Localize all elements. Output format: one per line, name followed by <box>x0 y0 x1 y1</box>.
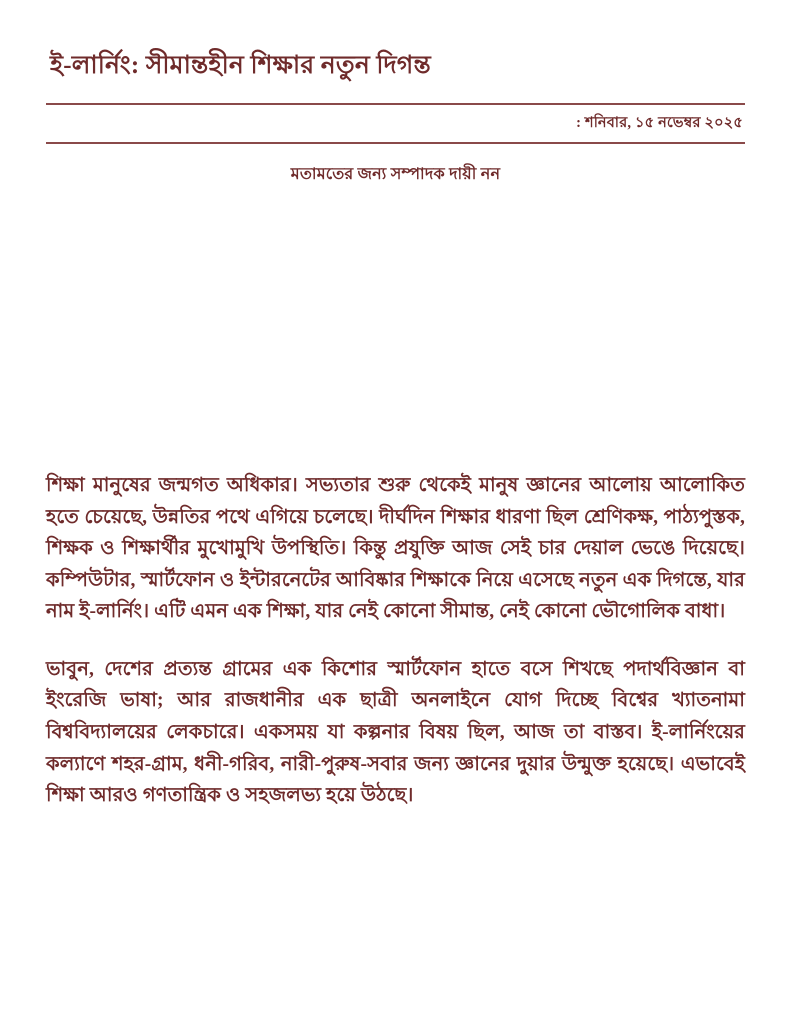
page-title: ই-লার্নিং: সীমান্তহীন শিক্ষার নতুন দিগন্ত <box>50 52 431 79</box>
paragraph: শিক্ষা মানুষের জন্মগত অধিকার। সভ্যতার শুরু থেকেই মানুষ জ্ঞানের আলোয় আলোকিত হতে চেয়েছে, উন্নতির পথে এগিয়ে চলেছে। দীর্ঘদিন শিক্ষার ধারণা ছিল শ্রেণিকক্ষ, পাঠ্যপুস্তক, শিক্ষক ও শিক্ষার্থীর মুখোমুখি উপস্থিতি। কিন্তু প্রযুক্তি আজ সেই চার দেয়াল ভেঙে দিয়েছে। কম্পিউটার, স্মার্টফোন ও ইন্টারনেটের আবিষ্কার শিক্ষাকে নিয়ে এসেছে নতুন এক দিগন্তে, যার নাম ই-লার্নিং। এটি এমন এক শিক্ষা, যার নেই কোনো সীমান্ত, নেই কোনো ভৌগোলিক বাধা। <box>46 475 745 623</box>
dateline-row <box>46 105 745 142</box>
subheading: মতামতের জন্য সম্পাদক দায়ী নন <box>290 166 501 184</box>
divider-bottom <box>46 142 745 144</box>
dateline: : শনিবার, ১৫ নভেম্বর ২০২৫ <box>576 115 743 132</box>
article-body <box>46 470 745 812</box>
paragraph: ভাবুন, দেশের প্রত্যন্ত গ্রামের এক কিশোর স্মার্টফোন হাতে বসে শিখছে পদার্থবিজ্ঞান বা ইংরেজি ভাষা; আর রাজধানীর এক ছাত্রী অনলাইনে যোগ দিচ্ছে বিশ্বের খ্যাতনামা বিশ্ববিদ্যালয়ের লেকচারে। একসময় যা কল্পনার বিষয় ছিল, আজ তা বাস্তব। ই-লার্নিংয়ের কল্যাণে শহর-গ্রাম, ধনী-গরিব, নারী-পুরুষ-সবার জন্য জ্ঞানের দুয়ার উন্মুক্ত হয়েছে। এভাবেই শিক্ষা আরও গণতান্ত্রিক ও সহজলভ্য হয়ে উঠছে। <box>46 658 745 807</box>
